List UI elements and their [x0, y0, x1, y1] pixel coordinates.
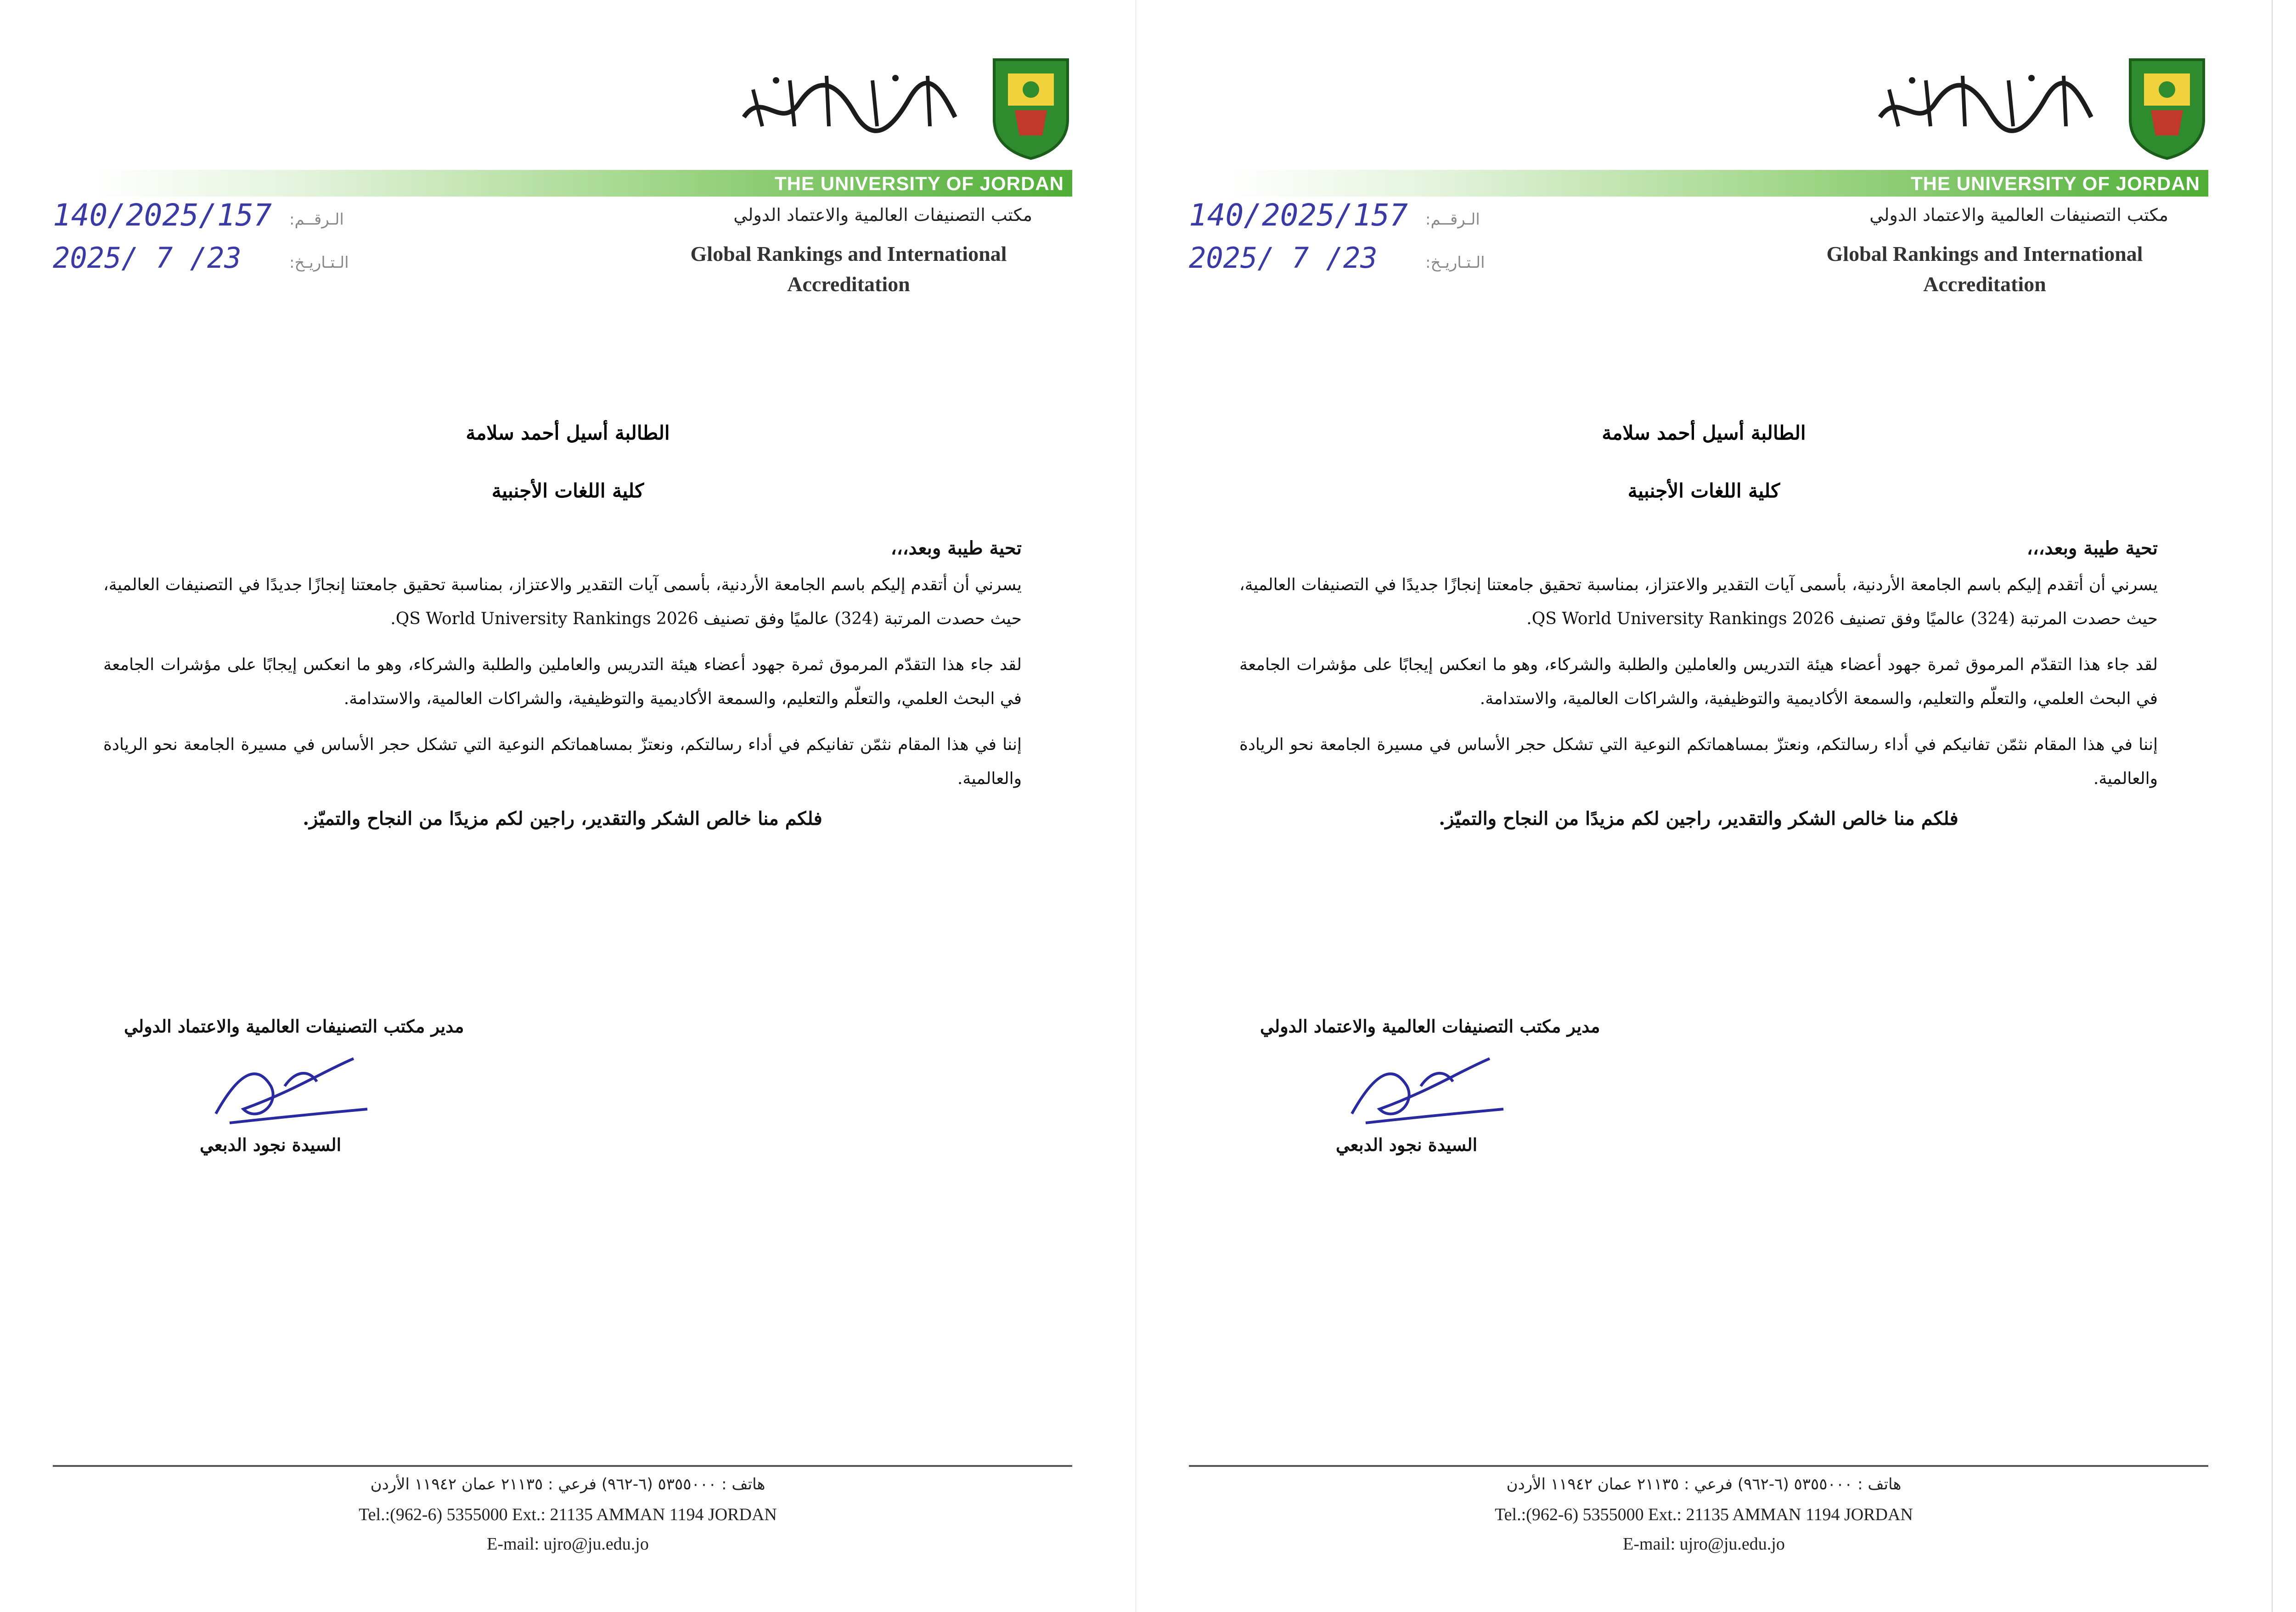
- paragraph-3: إننا في هذا المقام نثمّن تفانيكم في أداء رسالتكم، ونعتزّ بمساهماتكم النوعية التي تشكل حجر الأساس في مسيرة الجامعة نحو الريادة والعالمية.: [103, 735, 1022, 788]
- reference-label: الـرقــم:: [289, 210, 344, 229]
- office-name-en-line1: Global Rankings and International: [690, 242, 1007, 265]
- recipient-faculty: كلية اللغات الأجنبية: [1627, 479, 1780, 502]
- university-logo-wordmark: [735, 62, 964, 140]
- letter-page-1: [0, 0, 1136, 1612]
- university-crest-icon: [990, 55, 1072, 161]
- footer-email: [2273, 1534, 2296, 1554]
- university-name-en: THE UNIVERSITY OF JORDAN: [1911, 173, 2200, 194]
- closing-line: فلكم منا خالص الشكر والتقدير، راجين لكم مزيدًا من النجاح والتميّز.: [303, 808, 822, 829]
- university-name-band: [1228, 170, 2208, 197]
- recipient-name: الطالبة أسيل أحمد سلامة: [466, 422, 670, 444]
- signer-name: السيدة نجود الدبعي: [200, 1134, 342, 1155]
- footer-email: E-mail: ujro@ju.edu.jo: [487, 1534, 649, 1554]
- footer-email: E-mail: ujro@ju.edu.jo: [1623, 1534, 1785, 1554]
- reference-number-handwritten: 140/2025/157: [53, 197, 272, 233]
- signer-title: مدير مكتب التصنيفات العالمية والاعتماد الدولي: [124, 1016, 464, 1037]
- paragraph-1: يسرني أن أتقدم إليكم باسم الجامعة الأردنية، بأسمى آيات التقدير والاعتزاز، بمناسبة تحقيق جامعتنا إنجازًا جديدًا في التصنيفات العالمية، حيث حصدت المرتبة (324) عالميًا وفق تصنيف QS World University Rankings 2026.: [103, 575, 1022, 628]
- office-name-ar: مكتب التصنيفات العالمية والاعتماد الدولي: [1869, 205, 2168, 225]
- university-crest-icon: [2126, 55, 2208, 161]
- office-name-en: [1806, 239, 2164, 299]
- footer-divider: [53, 1465, 1072, 1467]
- footer-contact-en: Tel.:(962-6) 5355000 Ext.: 21135 AMMAN 1194 JORDAN: [1495, 1505, 1913, 1524]
- university-logo-wordmark: [1871, 62, 2100, 140]
- closing-line: فلكم منا خالص الشكر والتقدير، راجين لكم مزيدًا من النجاح والتميّز.: [1439, 808, 1958, 829]
- office-name-en-line2: Accreditation: [1923, 272, 2046, 296]
- university-name-band: [92, 170, 1072, 197]
- footer-contact-ar: [2273, 1475, 2296, 1494]
- paragraph-1: يسرني أن أتقدم إليكم باسم الجامعة الأردنية، بأسمى آيات التقدير والاعتزاز، بمناسبة تحقيق جامعتنا إنجازًا جديدًا في التصنيفات العالمية، حيث حصدت المرتبة (324) عالميًا وفق تصنيف QS World University Rankings 2026.: [1239, 575, 2158, 628]
- reference-number-handwritten: 140/2025/157: [1189, 197, 1408, 233]
- greeting: تحية طيبة وبعد،،،: [2026, 537, 2158, 559]
- footer-contact-en: [2273, 1505, 2296, 1525]
- paragraph-2: لقد جاء هذا التقدّم المرموق ثمرة جهود أعضاء هيئة التدريس والعاملين والطلبة والشركاء، وهو ما انعكس إيجابًا على مؤشرات الجامعة في البحث العلمي، والتعلّم والتعليم، والسمعة الأكاديمية والتوظيفية، والشراكات العالمية، والاستدامة.: [103, 655, 1022, 708]
- paragraph-2: لقد جاء هذا التقدّم المرموق ثمرة جهود أعضاء هيئة التدريس والعاملين والطلبة والشركاء، وهو ما انعكس إيجابًا على مؤشرات الجامعة في البحث العلمي، والتعلّم والتعليم، والسمعة الأكاديمية والتوظيفية، والشراكات العالمية، والاستدامة.: [1239, 655, 2158, 708]
- signer-name: السيدة نجود الدبعي: [1336, 1134, 1478, 1155]
- letter-body: [1239, 537, 2158, 829]
- paragraph-3: إننا في هذا المقام نثمّن تفانيكم في أداء رسالتكم، ونعتزّ بمساهماتكم النوعية التي تشكل حجر الأساس في مسيرة الجامعة نحو الريادة والعالمية.: [1239, 735, 2158, 788]
- footer-contact-ar: هاتف : ٥٣٥٥٠٠٠ (٦-٩٦٢) فرعي : ٢١١٣٥ عمان ١١٩٤٢ الأردن: [370, 1475, 765, 1494]
- date-handwritten: 2025/ 7 /23: [1189, 241, 1378, 275]
- office-name-en: [670, 239, 1028, 299]
- recipient-name: [2273, 427, 2296, 450]
- recipient-name: الطالبة أسيل أحمد سلامة: [1602, 422, 1806, 444]
- letter-body: [103, 537, 1022, 829]
- recipient-faculty: كلية اللغات الأجنبية: [491, 479, 644, 502]
- signature-drawing: [1338, 1045, 1513, 1137]
- footer-contact-en: Tel.:(962-6) 5355000 Ext.: 21135 AMMAN 1194 JORDAN: [359, 1505, 777, 1524]
- greeting: تحية طيبة وبعد،،،: [890, 537, 1022, 559]
- date-handwritten: 2025/ 7 /23: [53, 241, 242, 275]
- signature-drawing: [202, 1045, 377, 1137]
- footer-contact-ar: هاتف : ٥٣٥٥٠٠٠ (٦-٩٦٢) فرعي : ٢١١٣٥ عمان ١١٩٤٢ الأردن: [1506, 1475, 1902, 1494]
- office-name-en-line2: Accreditation: [787, 272, 910, 296]
- university-name-en: THE UNIVERSITY OF JORDAN: [775, 173, 1064, 194]
- reference-label: الـرقــم:: [1425, 210, 1480, 229]
- date-label: الـتـاريـخ:: [1425, 254, 1485, 272]
- office-name-en-line1: Global Rankings and International: [1826, 242, 2143, 265]
- date-label: الـتـاريـخ:: [289, 254, 349, 272]
- office-name-ar: مكتب التصنيفات العالمية والاعتماد الدولي: [733, 205, 1032, 225]
- letter-page-3: [2272, 0, 2296, 1612]
- letter-page-2: [1136, 0, 2272, 1612]
- footer-divider: [1189, 1465, 2208, 1467]
- signer-title: مدير مكتب التصنيفات العالمية والاعتماد الدولي: [1260, 1016, 1600, 1037]
